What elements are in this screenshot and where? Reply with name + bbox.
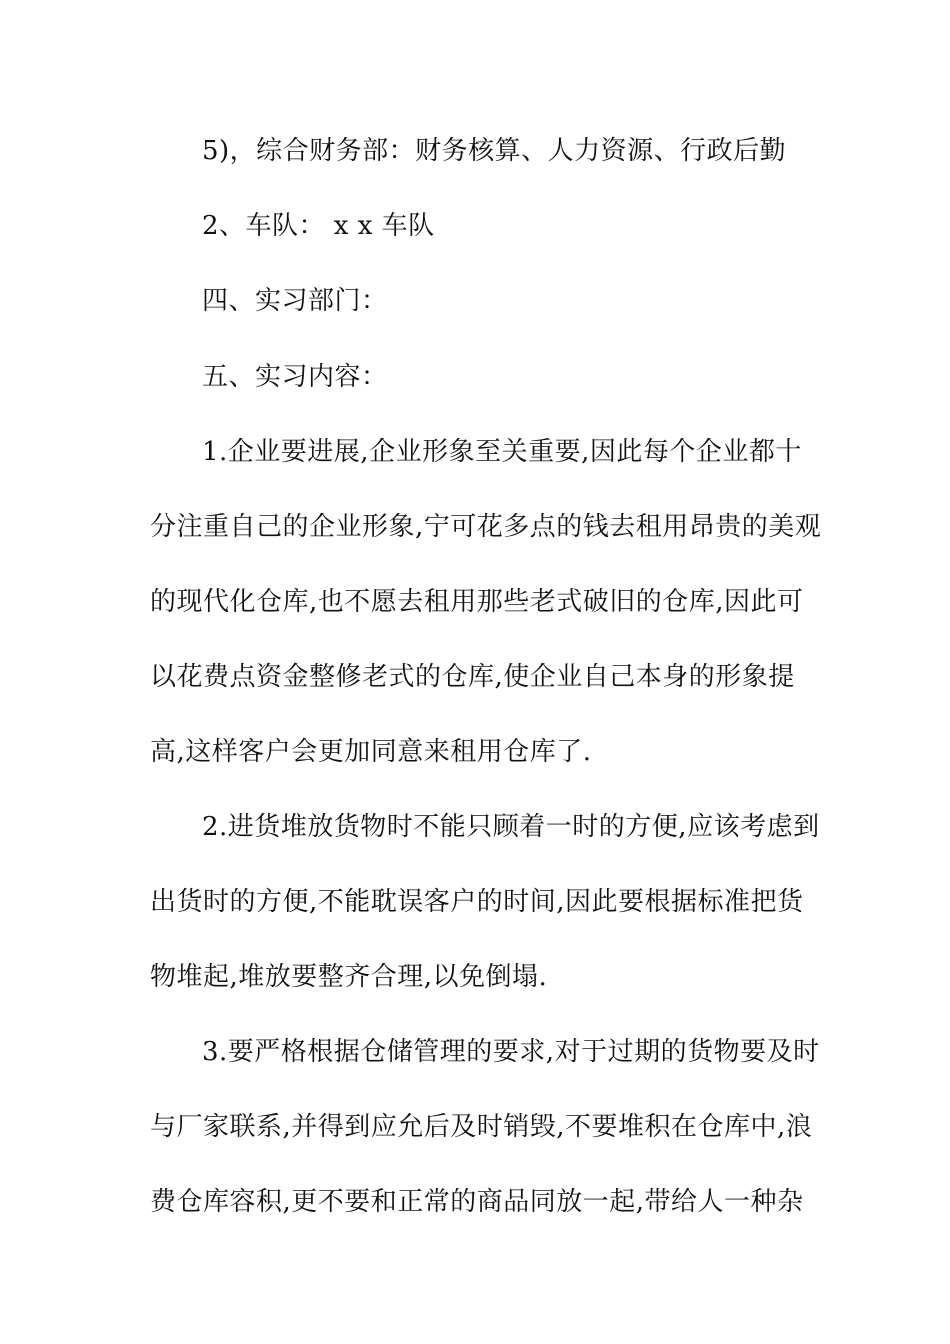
paragraph-2-line-2: 出货时的方便,不能耽误客户的时间,因此要根据标准把货 [150,887,804,917]
paragraph-2-line-1: 2.进货堆放货物时不能只顾着一时的方便,应该考虑到 [202,812,820,842]
paragraph-1-line-4: 以花费点资金整修老式的仓库,使企业自己本身的形象提 [150,662,795,692]
paragraph-1-line-5: 高,这样客户会更加同意来租用仓库了. [150,737,592,767]
paragraph-1-line-1: 1.企业要进展,企业形象至关重要,因此每个企业都十 [202,437,802,467]
paragraph-3-line-2: 与厂家联系,并得到应允后及时销毁,不要堆积在仓库中,浪 [150,1112,813,1142]
paragraph-3-line-1: 3.要严格根据仓储管理的要求,对于过期的货物要及时 [202,1037,820,1067]
section-heading-internship-content: 五、实习内容： [202,362,388,392]
paragraph-1-line-3: 的现代化仓库,也不愿去租用那些老式破旧的仓库,因此可 [150,587,804,617]
paragraph-3-line-3: 费仓库容积,更不要和正常的商品同放一起,带给人一种杂 [150,1187,804,1217]
paragraph-2-line-3: 物堆起,堆放要整齐合理,以免倒塌. [150,962,548,992]
text-line-finance-dept: 5)，综合财务部：财务核算、人力资源、行政后勤 [202,136,787,166]
text-line-fleet: 2、车队： x x 车队 [202,211,435,241]
paragraph-1-line-2: 分注重自己的企业形象,宁可花多点的钱去租用昂贵的美观 [150,512,822,542]
section-heading-internship-dept: 四、实习部门： [202,286,388,316]
